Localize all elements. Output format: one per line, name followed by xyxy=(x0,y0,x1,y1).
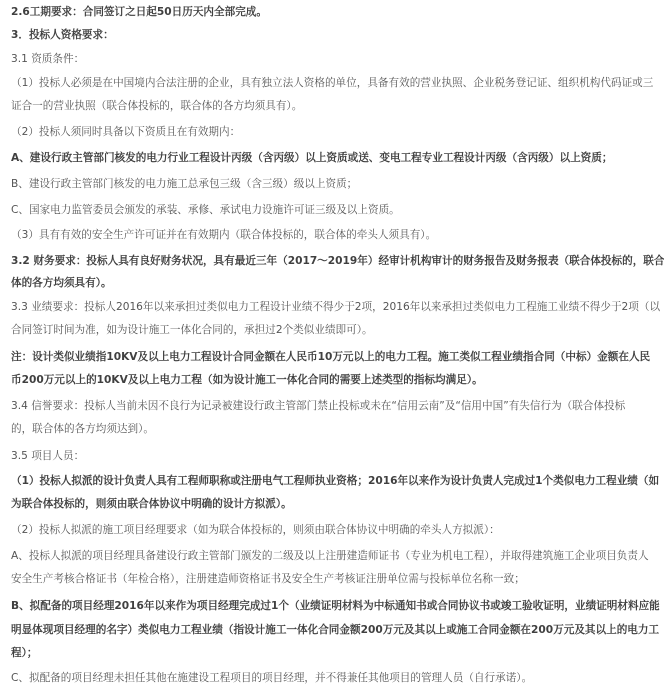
clause-3-3-performance-line-2: 合同签订时间为准，如为设计施工一体化合同的，承担过2个类似业绩即可）。 xyxy=(11,324,373,336)
clause-3-3-performance-line-1: 3.3 业绩要求：投标人2016年以来承担过类似电力工程设计业绩不得少于2项，2016年以来承担过类似电力工程施工业绩不得少于2项（以 xyxy=(11,301,661,313)
clause-3-1-1-line-1: （1）投标人必须是在中国境内合法注册的企业，具有独立法人资格的单位，具备有效的营业执照、企业税务登记证、组织机构代码证或三 xyxy=(11,77,654,89)
clause-3-1-3: （3）具有有效的安全生产许可证并在有效期内（联合体投标的，联合体的牵头人须具有）。 xyxy=(11,229,437,241)
clause-3-5-2-b-line-1: B、拟配备的项目经理2016年以来作为项目经理完成过1个（业绩证明材料为中标通知书或合同协议书或竣工验收证明，业绩证明材料应能 xyxy=(11,600,660,612)
clause-3-2-financial-line-1: 3.2 财务要求：投标人具有良好财务状况，具有最近三年（2017～2019年）经审计机构审计的财务报告及财务报表（联合体投标的，联合 xyxy=(11,255,664,267)
clause-3-2-financial-line-2: 体的各方均须具有）。 xyxy=(11,277,112,289)
clause-3-5-2: （2）投标人拟派的施工项目经理要求（如为联合体投标的，则须由联合体协议中明确的牵头人方拟派）： xyxy=(11,524,500,536)
clause-3-5-2-b-line-2: 明显体现项目经理的名字）类似电力工程业绩（指设计施工一体化合同金额200万元及其以上或施工合同金额在200万元及其以上的电力工 xyxy=(11,624,660,636)
note-similar-performance-line-1: 注：设计类似业绩指10KV及以上电力工程设计合同金额在人民币10万元以上的电力工程。施工类似工程业绩指合同（中标）金额在人民 xyxy=(11,351,651,363)
clause-3-1-2-a: A、建设行政主管部门核发的电力行业工程设计丙级（含丙级）以上资质或送、变电工程专业工程设计丙级（含丙级）以上资质； xyxy=(11,152,613,164)
clause-3-5-1-line-2: 为联合体投标的，则须由联合体协议中明确的设计方拟派）。 xyxy=(11,498,292,510)
clause-3-5-2-a-line-1: A、投标人拟派的项目经理具备建设行政主管部门颁发的二级及以上注册建造师证书（专业为机电工程），并取得建筑施工企业项目负责人 xyxy=(11,550,649,562)
clause-3-1-2-c: C、国家电力监管委员会颁发的承装、承修、承试电力设施许可证三级及以上资质。 xyxy=(11,204,400,216)
clause-3-1-2: （2）投标人须同时具备以下资质且在有效期内： xyxy=(11,126,241,138)
clause-3-1-heading: 3.1 资质条件： xyxy=(11,53,85,65)
note-similar-performance-line-2: 币200万元以上的10KV及以上电力工程（如为设计施工一体化合同的需要上述类型的指标均满足）。 xyxy=(11,374,483,386)
clause-3-5-2-b-line-3: 程）； xyxy=(11,647,38,659)
clause-3-5-1-line-1: （1）投标人拟派的设计负责人具有工程师职称或注册电气工程师执业资格；2016年以来作为设计负责人完成过1个类似电力工程业绩（如 xyxy=(11,475,660,487)
clause-3-1-2-b: B、建设行政主管部门核发的电力施工总承包三级（含三级）级以上资质； xyxy=(11,178,358,190)
section-3-heading: 3．投标人资格要求： xyxy=(11,29,114,41)
clause-3-4-credit-line-2: 的，联合体的各方均须达到）。 xyxy=(11,423,155,435)
clause-3-1-1-line-2: 证合一的营业执照（联合体投标的，联合体的各方均须具有）。 xyxy=(11,100,303,112)
clause-3-5-2-a-line-2: 安全生产考核合格证书（年检合格），注册建造师资格证书及安全生产考核证注册单位需与投标单位名称一致； xyxy=(11,573,525,585)
clause-3-5-heading: 3.5 项目人员： xyxy=(11,450,85,462)
clause-2-6-duration: 2.6工期要求：合同签订之日起50日历天内全部完成。 xyxy=(11,6,267,18)
clause-3-5-2-c: C、拟配备的项目经理未担任其他在施建设工程项目的项目经理，并不得兼任其他项目的管理人员（自行承诺）。 xyxy=(11,672,533,684)
clause-3-4-credit-line-1: 3.4 信誉要求：投标人当前未因不良行为记录被建设行政主管部门禁止投标或未在“信用云南”及“信用中国”有失信行为（联合体投标 xyxy=(11,400,626,412)
